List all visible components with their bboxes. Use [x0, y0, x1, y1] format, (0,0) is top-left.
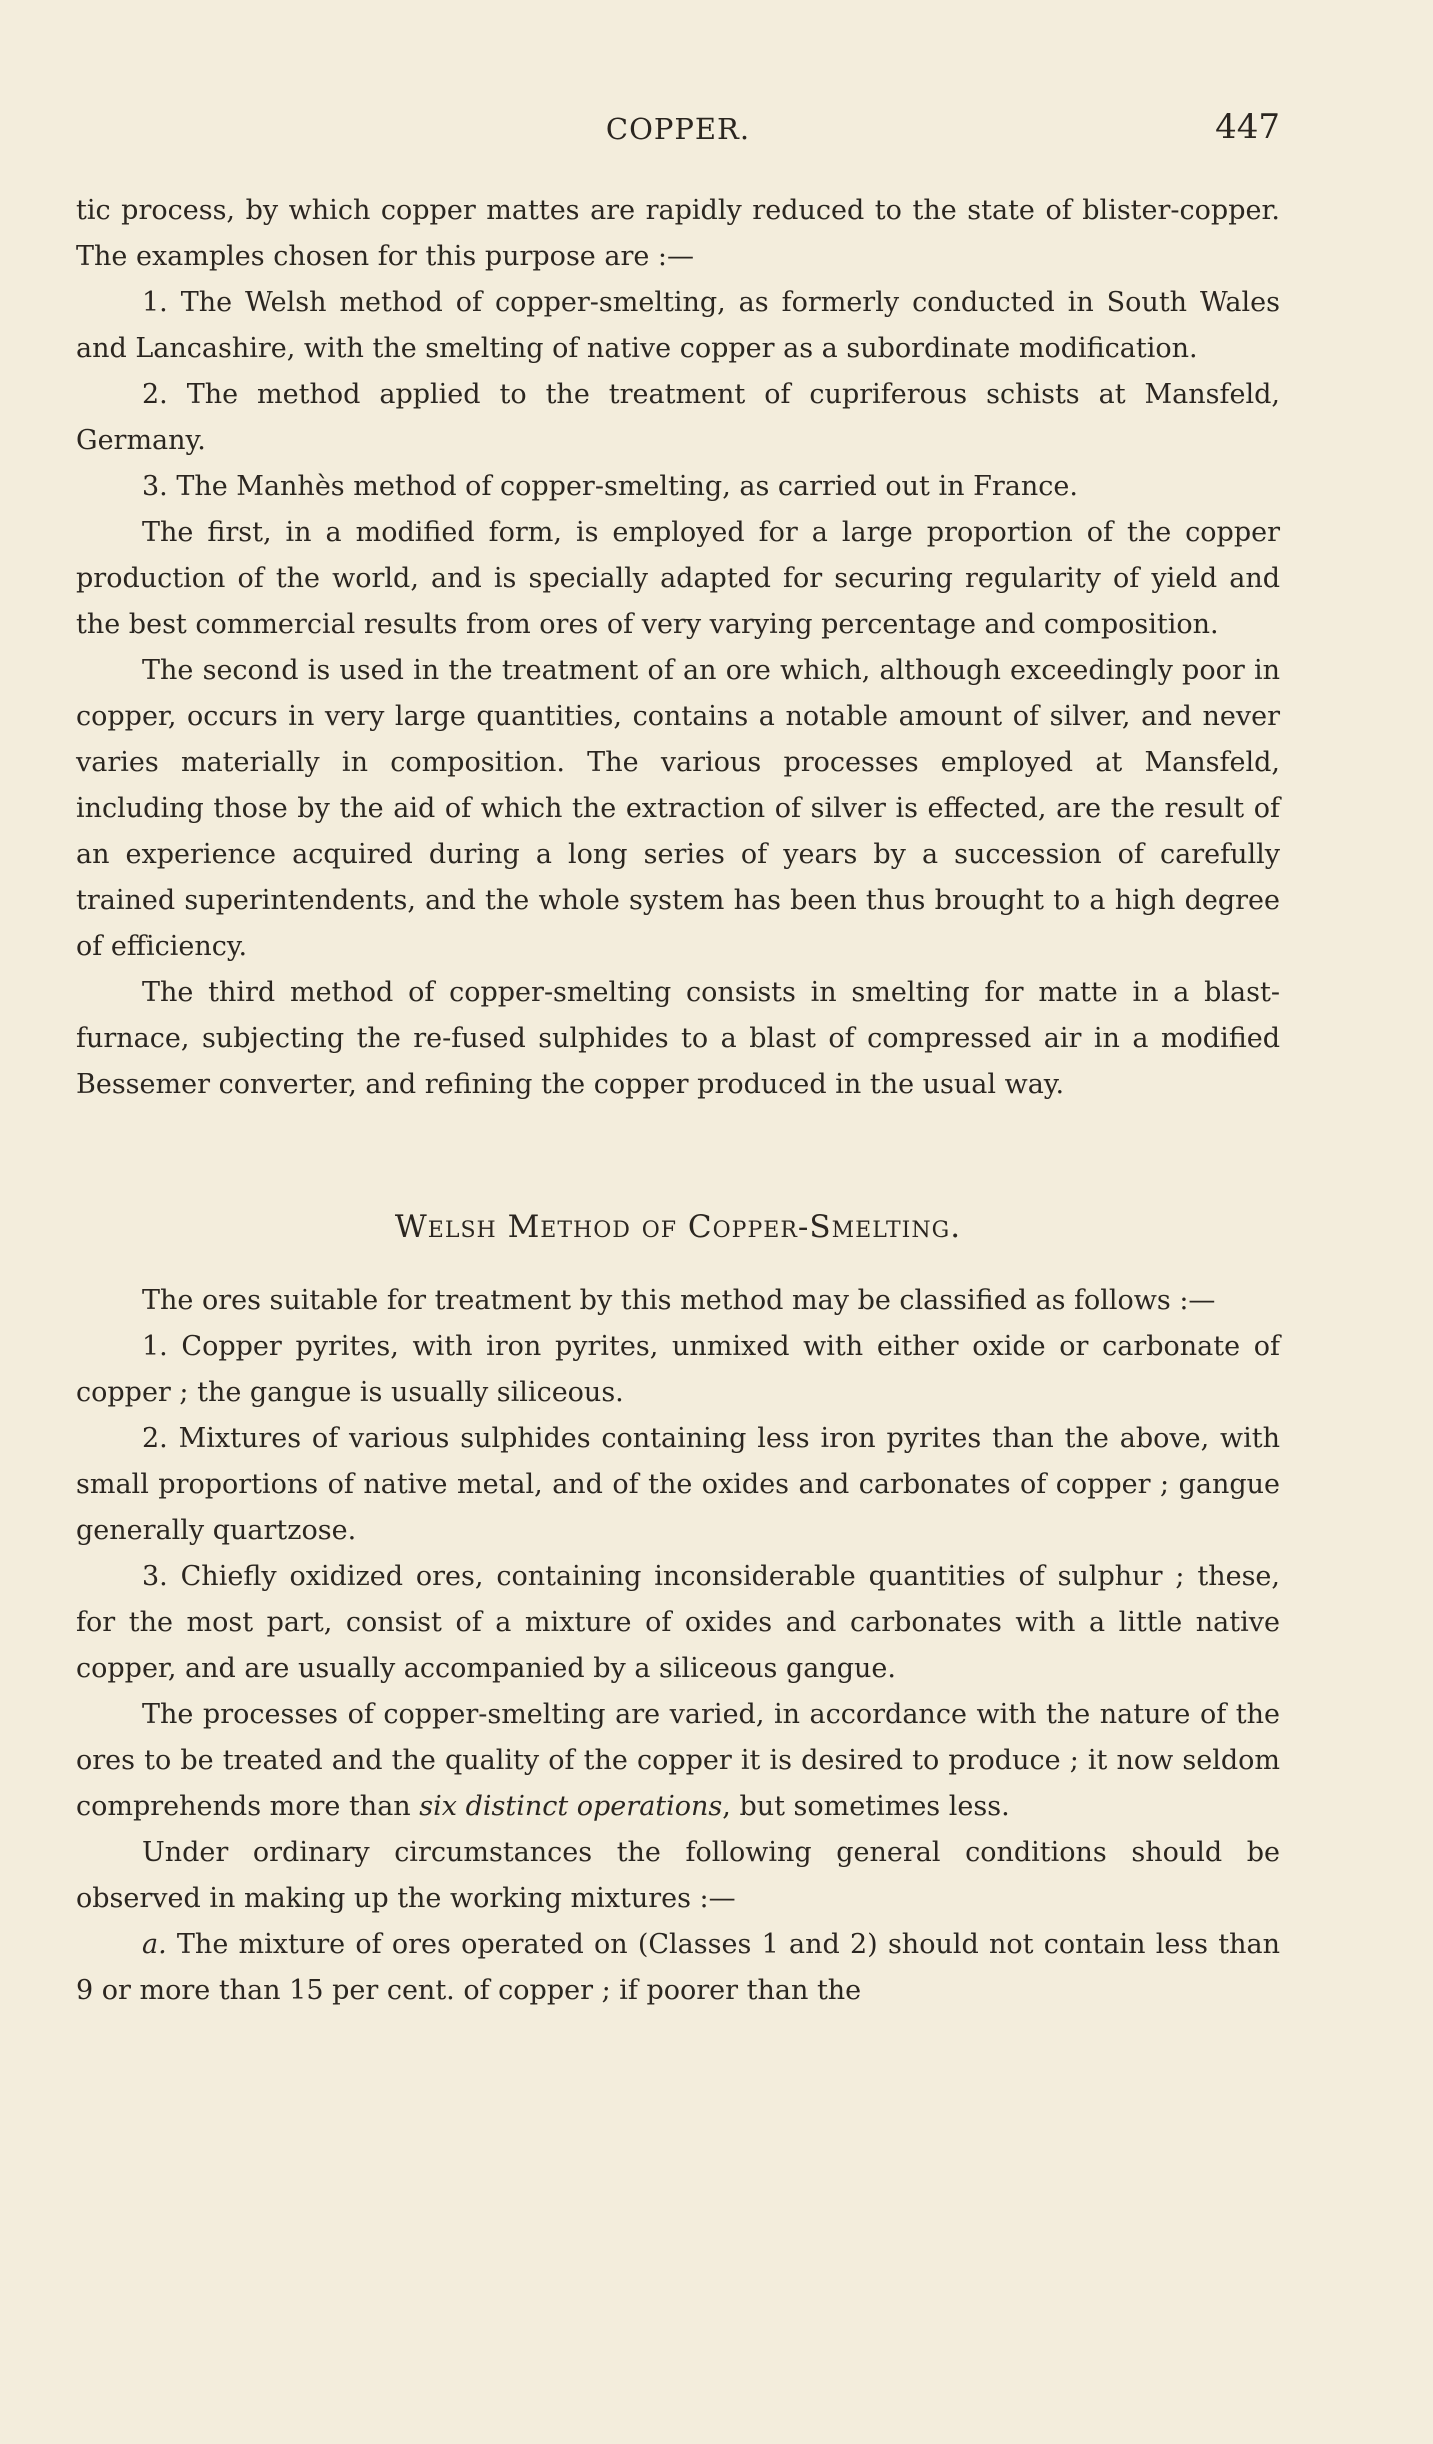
paragraph-condition-a — [76, 1922, 1280, 2014]
processes-text-italic: six distinct operations — [419, 1791, 723, 1822]
page-number: 447 — [1215, 107, 1280, 147]
paragraph-ore-class-2: 2. Mixtures of various sulphides containing less iron pyrites than the above, with small proportions of native metal, and of the oxides and carbonates of copper ; gangue generally quartzose. — [76, 1423, 1280, 1546]
paragraph-list-item-2: 2. The method applied to the treatment of cupriferous schists at Mansfeld, Germany. — [76, 379, 1280, 456]
paragraph-first-method: The first, in a modified form, is employed for a large proportion of the copper production of the world, and is specially adapted for securing regularity of yield and the best commercial results from ores of very varying percentage and composition. — [76, 517, 1280, 640]
paragraph-ores-classification: The ores suitable for treatment by this method may be classified as follows :— — [142, 1285, 1216, 1316]
condition-a-text: The mixture of ores operated on (Classes 1 and 2) should not contain less than 9 or more than 15 per cent. of copper ; if poorer than the — [76, 1929, 1280, 2006]
book-page — [76, 100, 1280, 2014]
paragraph-processes — [76, 1692, 1280, 1830]
paragraph-conditions: Under ordinary circumstances the following general conditions should be observed in making up the working mixtures :— — [76, 1837, 1280, 1914]
paragraph-list-item-3: 3. The Manhès method of copper-smelting, as carried out in France. — [142, 471, 1078, 502]
running-head — [76, 100, 1280, 160]
section-heading: Welsh Method of Copper-Smelting. — [394, 1209, 962, 1245]
paragraph-third-method: The third method of copper-smelting consists in smelting for matte in a blast-furnace, subjecting the re-fused sulphides to a blast of compressed air in a modified Bessemer converter, and refining the copper produced in the usual way. — [76, 977, 1280, 1100]
paragraph-ore-class-3: 3. Chiefly oxidized ores, containing inconsiderable quantities of sulphur ; these, for the most part, consist of a mixture of oxides and carbonates with a little native copper, and are usually accompanied by a siliceous gangue. — [76, 1561, 1280, 1684]
paragraph-second-method: The second is used in the treatment of an ore which, although exceedingly poor in copper, occurs in very large quantities, contains a notable amount of silver, and never varies materially in composition. The various processes employed at Mansfeld, including those by the aid of which the extraction of silver is effected, are the result of an experience acquired during a long series of years by a succession of carefully trained superintendents, and the whole system has been thus brought to a high degree of efficiency. — [76, 655, 1280, 962]
condition-a-label: a. — [142, 1929, 167, 1960]
paragraph-ore-class-1: 1. Copper pyrites, with iron pyrites, unmixed with either oxide or carbonate of copper ; the gangue is usually siliceous. — [76, 1331, 1280, 1408]
paragraph-list-item-1: 1. The Welsh method of copper-smelting, as formerly conducted in South Wales and Lancashire, with the smelting of native copper as a subordinate modification. — [76, 287, 1280, 364]
processes-text-after: , but sometimes less. — [722, 1791, 1010, 1822]
processes-text-before: The processes of copper-smelting are varied, in accordance with the nature of the ores to be treated and the quality of the copper it is desired to produce ; it now seldom comprehends more than — [76, 1699, 1280, 1822]
paragraph-continuation: tic process, by which copper mattes are rapidly reduced to the state of blister-copper. The examples chosen for this purpose are :— — [76, 195, 1280, 272]
running-title: COPPER. — [605, 112, 751, 146]
